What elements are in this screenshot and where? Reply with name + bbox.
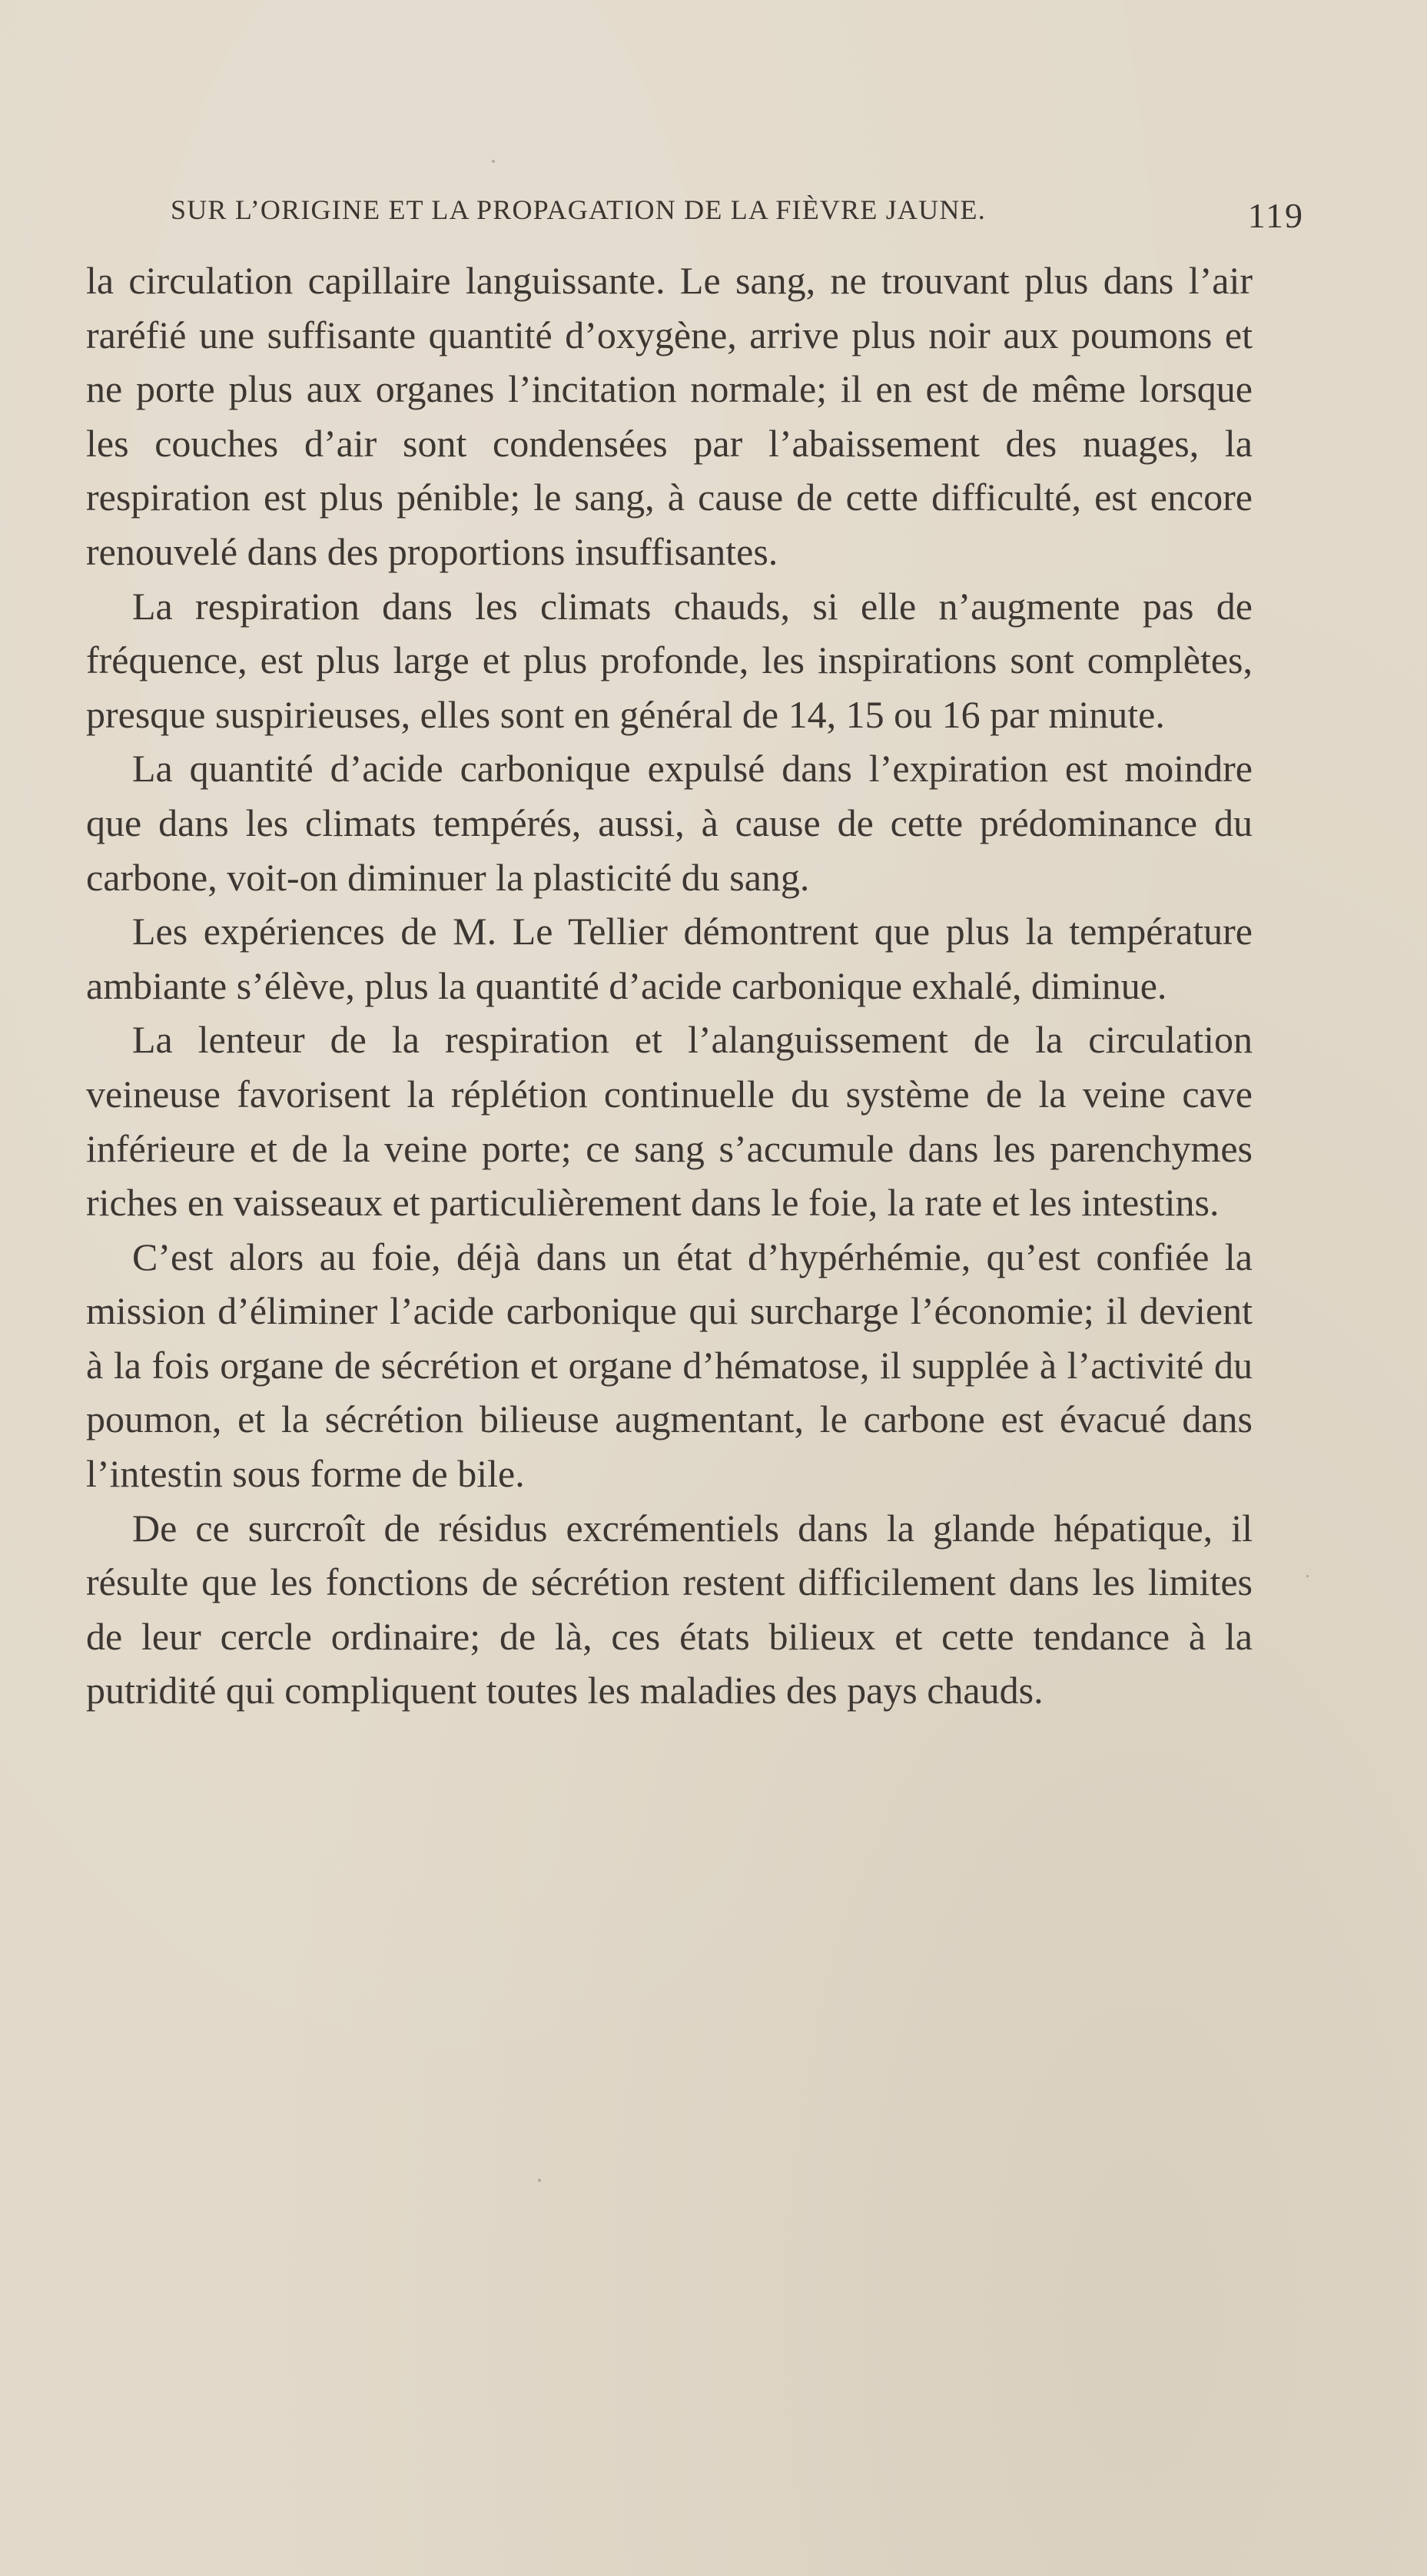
- page-number: 119: [1247, 196, 1304, 235]
- paragraph: La lenteur de la respiration et l’alanguissement de la circulation veineuse favorisent la réplétion continuelle du système de la veine cave inférieure et de la veine porte; ce sang s’accumule dans les parenchymes riches en vaisseaux et particulièrement dans le foie, la rate et les intestins.: [86, 1018, 1253, 1225]
- paragraph: La quantité d’acide carbonique expulsé dans l’expiration est moindre que dans les climats tempérés, aussi, à cause de cette prédominance du carbone, voit-on diminuer la plasticité du sang.: [86, 747, 1253, 899]
- paragraph: C’est alors au foie, déjà dans un état d’hypérhémie, qu’est confiée la mission d’éliminer l’acide carbonique qui surcharge l’économie; il devient à la fois organe de sécrétion et organe d’hématose, il supplée à l’activité du poumon, et la sécrétion bilieuse augmentant, le carbone est évacué dans l’intestin sous forme de bile.: [86, 1235, 1253, 1496]
- paragraph: De ce surcroît de résidus excrémentiels dans la glande hépatique, il résulte que les fonctions de sécrétion restent difficilement dans les limites de leur cercle ordinaire; de là, ces états bilieux et cette tendance à la putridité qui compliquent toutes les maladies des pays chauds.: [86, 1506, 1253, 1712]
- body-text: [86, 254, 1253, 1718]
- paper-speck: [492, 160, 495, 163]
- paragraph: la circulation capillaire languissante. Le sang, ne trouvant plus dans l’air raréfié une suffisante quantité d’oxygène, arrive plus noir aux poumons et ne porte plus aux organes l’incitation normale; il en est de même lorsque les couches d’air sont condensées par l’abaissement des nuages, la respiration est plus pénible; le sang, à cause de cette difficulté, est encore renouvelé dans des proportions insuffisantes.: [86, 259, 1253, 573]
- paragraph: La respiration dans les climats chauds, si elle n’augmente pas de fréquence, est plus large et plus profonde, les inspirations sont complètes, presque suspirieuses, elles sont en général de 14, 15 ou 16 par minute.: [86, 584, 1253, 736]
- running-head: SUR L’ORIGINE ET LA PROPAGATION DE LA FIÈVRE JAUNE.: [171, 194, 986, 225]
- paper-speck: [538, 2179, 541, 2182]
- paper-speck: [1306, 1575, 1309, 1577]
- paragraph: Les expériences de M. Le Tellier démontrent que plus la température ambiante s’élève, plus la quantité d’acide carbonique exhalé, diminue.: [86, 910, 1253, 1007]
